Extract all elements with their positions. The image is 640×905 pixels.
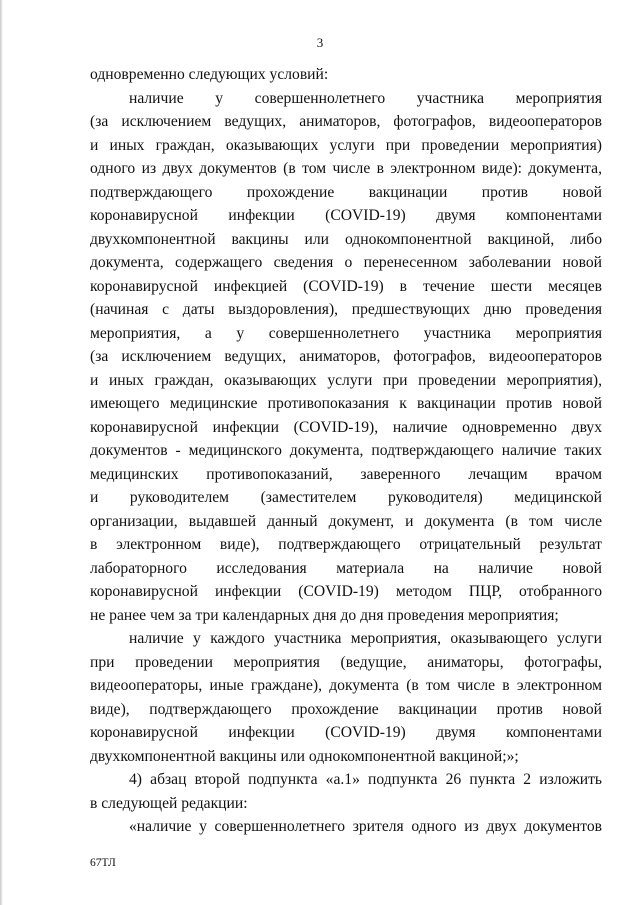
text-line: коронавирусной инфекции (COVID-19) двумя компонентами	[90, 724, 602, 741]
document-body	[90, 63, 602, 839]
text-line: не ранее чем за три календарных дня до дня проведения мероприятия;	[90, 606, 559, 624]
page-number: 3	[316, 35, 324, 50]
footer-code: 67ТЛ	[90, 857, 116, 869]
text-line: организации, выдавшей данный документ, и документа (в том числе	[90, 512, 602, 530]
text-line: документов - медицинского документа, подтверждающего наличие таких	[90, 442, 602, 459]
text-line: документа, содержащего сведения о перенесенном заболевании новой	[90, 254, 602, 271]
text-line: двухкомпонентной вакцины или однокомпонентной вакциной, либо	[90, 230, 602, 248]
text-line: мероприятия, а у совершеннолетнего участника мероприятия	[90, 324, 602, 342]
text-line: одного из двух документов (в том числе в электронном виде): документа,	[90, 160, 602, 177]
text-line: одновременно следующих условий:	[90, 66, 329, 83]
scan-edge	[0, 0, 3, 905]
text-line: коронавирусной инфекции (COVID-19) двумя компонентами	[90, 207, 602, 224]
text-line: наличие у совершеннолетнего участника мероприятия	[129, 89, 602, 107]
text-line: медицинских противопоказаний, заверенного лечащим врачом	[90, 465, 602, 483]
text-line: лабораторного исследования материала на наличие новой	[90, 559, 602, 577]
text-line: коронавирусной инфекцией (COVID-19) в течение шести месяцев	[90, 277, 602, 295]
text-line: (начиная с даты выздоровления), предшествующих дню проведения	[90, 301, 602, 318]
text-line: в следующей редакции:	[90, 794, 248, 812]
text-line: виде), подтверждающего прохождение вакцинации против новой	[90, 700, 602, 718]
text-line: коронавирусной инфекции (COVID-19) методом ПЦР, отобранного	[90, 583, 602, 600]
text-line: и иных граждан, оказывающих услуги при проведении мероприятия)	[90, 136, 602, 154]
text-line: при проведении мероприятия (ведущие, аниматоры, фотографы,	[90, 653, 602, 671]
text-line: (за исключением ведущих, аниматоров, фотографов, видеооператоров	[90, 348, 602, 365]
text-line: в электронном виде), подтверждающего отрицательный результат	[90, 536, 602, 553]
text-line: «наличие у совершеннолетнего зрителя одного из двух документов	[129, 818, 602, 835]
text-line: 4) абзац второй подпункта «а.1» подпункта 26 пункта 2 изложить	[129, 771, 602, 788]
text-line: двухкомпонентной вакцины или однокомпонентной вакциной;»;	[90, 747, 519, 765]
text-line: (за исключением ведущих, аниматоров, фотографов, видеооператоров	[90, 113, 602, 130]
text-line: коронавирусной инфекции (COVID-19), наличие одновременно двух	[90, 418, 602, 436]
text-line: и иных граждан, оказывающих услуги при проведении мероприятия),	[90, 371, 602, 389]
text-line: имеющего медицинские противопоказания к вакцинации против новой	[90, 395, 602, 412]
text-line: наличие у каждого участника мероприятия, оказывающего услуги	[129, 630, 602, 647]
text-line: и руководителем (заместителем руководителя) медицинской	[90, 489, 602, 506]
text-line: подтверждающего прохождение вакцинации против новой	[90, 183, 602, 201]
text-line: видеооператоры, иные граждане), документа (в том числе в электронном	[90, 677, 602, 694]
